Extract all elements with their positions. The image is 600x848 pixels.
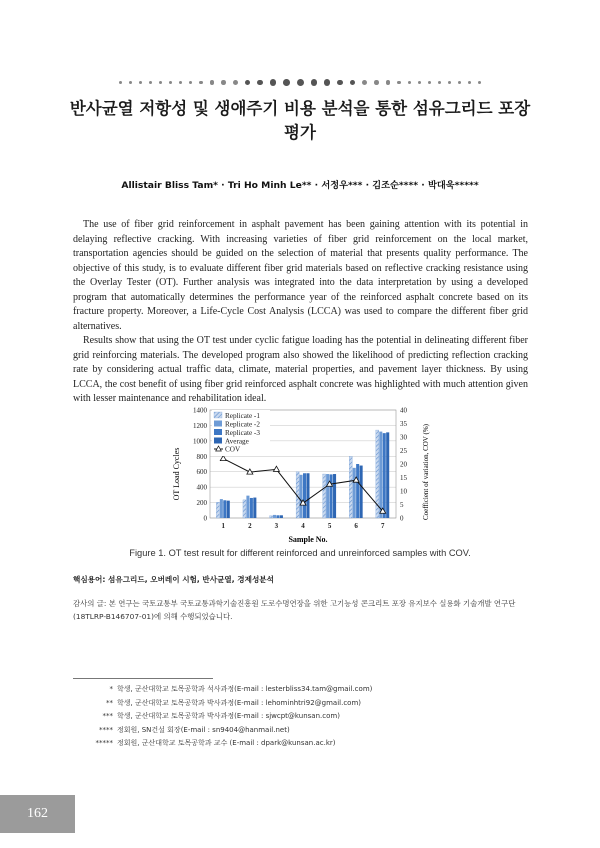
chart-bar — [360, 466, 363, 518]
header-dot — [350, 80, 355, 85]
header-dots — [0, 72, 600, 91]
chart-ytick-label: 1200 — [193, 421, 207, 430]
chart-legend-label: Replicate -3 — [225, 429, 260, 437]
chart-bar — [353, 468, 356, 518]
chart-bar — [250, 498, 253, 518]
chart-xtick-label: 1 — [221, 522, 226, 530]
chart-ytick-label: 800 — [196, 452, 207, 461]
chart-xtick-label: 2 — [248, 522, 252, 530]
chart-bar — [273, 515, 276, 518]
chart-bar — [223, 500, 226, 518]
chart-ylabel: OT Load Cycles — [172, 447, 181, 501]
chart-bar — [253, 498, 256, 518]
header-dot — [179, 81, 182, 84]
header-dot — [169, 81, 172, 84]
chart-legend-label: Replicate -2 — [225, 420, 260, 429]
header-dot — [408, 81, 411, 84]
author-list: Allistair Bliss Tam* · Tri Ho Minh Le** · 서정우*** · 김조순**** · 박대욱***** — [121, 180, 479, 191]
header-dot — [119, 81, 122, 84]
header-dot — [139, 81, 142, 84]
chart-bar — [379, 432, 382, 518]
keywords: 핵심용어: 섬유그리드, 오버레이 시험, 반사균열, 경제성분석 — [73, 575, 274, 584]
header-dot — [221, 80, 226, 85]
chart-bar — [383, 433, 386, 518]
chart-y2tick-label: 35 — [400, 420, 407, 428]
header-dot — [245, 80, 250, 85]
header-dot — [159, 81, 162, 84]
chart-xtick-label: 5 — [327, 522, 332, 530]
chart-y2tick-label: 10 — [400, 487, 407, 496]
footnote-5: ***** 정회원, 군산대학교 토목공학과 교수 (E-mail : dpark@kunsan.ac.kr) — [95, 739, 336, 747]
chart-ytick-label: 200 — [196, 499, 207, 508]
chart-y2tick-label: 20 — [400, 460, 407, 469]
chart-bar — [326, 474, 329, 518]
header-dot — [448, 81, 451, 84]
footnote-3: *** 학생, 군산대학교 토목공학과 박사과정(E-mail : sjwcpt@kunsan.com) — [102, 712, 340, 720]
abstract — [73, 218, 528, 407]
chart-bar — [280, 515, 283, 518]
header-dot — [129, 81, 132, 84]
chart-bar — [270, 516, 273, 518]
chart-legend-label: COV — [225, 445, 241, 454]
header-dot — [189, 81, 192, 84]
chart-xtick-label: 6 — [354, 522, 358, 530]
chart-ytick-label: 0 — [203, 514, 207, 523]
chart-bar — [216, 502, 219, 518]
footnote-1: * 학생, 군산대학교 토목공학과 석사과정(E-mail : lesterbliss34.tam@gmail.com) — [109, 685, 373, 693]
chart-y2tick-label: 0 — [400, 514, 404, 523]
header-dot — [362, 80, 367, 85]
chart-plot-area — [193, 407, 408, 531]
chart-bar — [323, 474, 326, 518]
chart-xlabel: Sample No. — [288, 535, 328, 544]
header-dot — [210, 80, 214, 84]
header-dot — [418, 81, 421, 84]
chart-legend-swatch — [214, 412, 222, 418]
header-dot — [257, 80, 263, 86]
chart-legend-swatch — [214, 421, 222, 427]
chart-y2tick-label: 15 — [400, 474, 407, 482]
header-dot — [324, 79, 330, 85]
header-dot — [386, 80, 390, 84]
chart-bar — [333, 474, 336, 518]
footnote-divider — [73, 678, 213, 679]
header-dot — [297, 79, 304, 86]
header-dot — [233, 80, 238, 85]
header-dot — [283, 79, 290, 86]
chart-bar — [303, 473, 306, 518]
chart-bar — [386, 432, 389, 518]
chart-cov-point — [273, 466, 279, 471]
header-dot — [374, 80, 379, 85]
chart-legend-label: Average — [225, 437, 249, 446]
header-dot — [337, 80, 343, 86]
chart-bar — [276, 515, 279, 518]
chart-bar — [300, 475, 303, 518]
chart-legend-swatch — [214, 438, 222, 444]
page-number: 162 — [0, 795, 75, 833]
chart-ytick-label: 1400 — [193, 406, 207, 415]
chart-y2label: Coefficient of variation, COV (%) — [422, 424, 430, 520]
header-dot — [428, 81, 431, 84]
chart-bar — [220, 499, 223, 518]
header-dot — [149, 81, 152, 84]
header-dot — [397, 81, 401, 85]
chart-bar — [356, 464, 359, 518]
acknowledgement: 감사의 글: 본 연구는 국토교통부 국토교통과학기술진흥원 도로수명연장을 위한 고기능성 콘크리트 포장 유지보수 실용화 기술개발 연구단(18TLRP-B146707-01)에 의해 수행되었습니다. — [73, 599, 516, 621]
paper-title: 반사균열 저항성 및 생애주기 비용 분석을 통한 섬유그리드 포장 평가 — [69, 99, 531, 142]
footnote-2: ** 학생, 군산대학교 토목공학과 박사과정(E-mail : lehominhtri92@gmail.com) — [106, 698, 362, 707]
chart-bar — [306, 473, 309, 518]
chart-bar — [330, 474, 333, 518]
figure-caption: Figure 1. OT test result for different reinforced and unreinforced samples with COV. — [129, 548, 471, 558]
footnotes — [73, 683, 372, 751]
header-dot — [311, 79, 318, 86]
header-dot — [468, 81, 471, 84]
chart-legend-label: Replicate -1 — [225, 412, 260, 420]
ot-result-chart — [172, 404, 432, 544]
chart-y2tick-label: 30 — [400, 433, 407, 442]
chart-y2tick-label: 25 — [400, 447, 407, 455]
chart-y2tick-label: 5 — [400, 501, 404, 509]
chart-bar — [227, 501, 230, 518]
header-dot — [478, 81, 481, 84]
chart-bar — [246, 496, 249, 518]
chart-xtick-label: 7 — [380, 522, 385, 530]
abstract-paragraph-2: Results show that using the OT test under cyclic fatigue loading has the potential in delineating different fiber grid reinforcing materials. The developed program also showed the likelihood of predicting reflection cracking rate by considering actual traffic data, climate, material properties, and pavement layer thickness. By using LCCA, the cost benefit of using fiber grid reinforced asphalt concrete was highlighted with much attention given with lesser maintenance and rehabilitation ideal. — [73, 335, 528, 404]
header-dot — [270, 79, 276, 85]
chart-bar — [243, 500, 246, 518]
chart-y2tick-label: 40 — [400, 406, 407, 415]
footnote-4: **** 정회원, SN건설 회장(E-mail : sn9404@hanmail.net) — [99, 725, 290, 734]
chart-xtick-label: 3 — [274, 522, 279, 530]
chart-ytick-label: 400 — [196, 483, 207, 492]
header-dot — [438, 81, 441, 84]
abstract-paragraph-1: The use of fiber grid reinforcement in asphalt pavement has been gaining attention with its potential in delaying reflective cracking. With increasing varieties of fiber grid reinforcement on the local market, transportation agencies should be guided on the selection of material that presents quality performance. The objective of this study, is to evaluate different fiber grid materials based on reflective cracking resistance using the Overlay Tester (OT). Further analysis was integrated into the data interpretation by using a developed program that automatically determines the performance year of the reinforced asphalt concrete based on its fracture property. Moreover, a Life-Cycle Cost Analysis (LCCA) was used to compare the different fiber grid alternatives. — [73, 219, 528, 332]
chart-ytick-label: 600 — [196, 468, 207, 477]
chart-bar — [349, 456, 352, 518]
chart-legend-swatch — [214, 429, 222, 435]
header-dot — [458, 81, 461, 84]
header-dot — [199, 81, 203, 85]
chart-ytick-label: 1000 — [193, 437, 207, 446]
chart-xtick-label: 4 — [301, 522, 305, 530]
